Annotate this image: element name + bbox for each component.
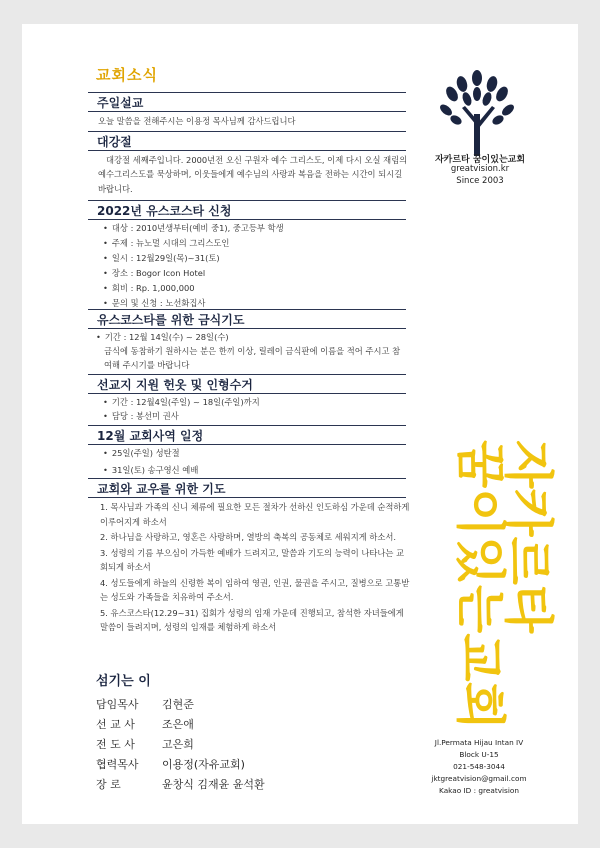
tree-logo-icon	[432, 66, 522, 166]
phone: 021-548-3044	[453, 762, 505, 771]
staff-name: 윤창식 김재윤 윤석환	[162, 778, 265, 791]
staff-role: 선 교 사	[96, 718, 135, 731]
prayer-item: 4. 성도들에게 하늘의 신령한 복이 임하여 영권, 인권, 물권을 주시고, 질병으로 고통받는 성도와 가족들을 치유하여 주소서.	[100, 577, 410, 602]
section-heading-events: 12월 교회사역 일정	[88, 425, 406, 445]
youth-item: • 주제 : 뉴노멀 시대의 그리스도인	[103, 237, 229, 249]
youth-item: • 문의 및 신청 : 노선화집사	[103, 297, 205, 309]
vertical-title-line2: 꿈이있는교회	[451, 440, 509, 730]
prayer-item: 2. 하나님을 사랑하고, 영혼은 사랑하며, 열방의 축복의 공동체로 세워지게 하소서.	[100, 532, 397, 542]
section-heading-sermon: 주일설교	[88, 92, 406, 112]
church-website: greatvision.kr	[450, 164, 510, 174]
vertical-title-line1: 자카르타	[499, 440, 557, 634]
staff-role: 담임목사	[96, 698, 139, 711]
lecture-text: 대강절 세째주입니다. 2000년전 오신 구원자 예수 그리스도, 이제 다시 오실 재림의 예수그리스도를 묵상하며, 이웃들에게 예수님의 사랑과 복음을 전하는 시간이 되시길 바랍니다.	[98, 155, 408, 194]
youth-item: • 회비 : Rp. 1,000,000	[103, 282, 195, 294]
mission-item: • 담당 : 봉선미 권사	[103, 410, 179, 422]
prayer-item: 1. 목사님과 가족의 신니 체류에 필요한 모든 절차가 선하신 인도하심 가운데 순적하게 이루어지게 하소서	[100, 502, 410, 527]
prayer-list	[100, 500, 410, 635]
staff-row	[96, 696, 194, 712]
youth-item: • 장소 : Bogor Icon Hotel	[103, 267, 205, 279]
vertical-church-title	[451, 440, 570, 730]
staff-row	[96, 736, 194, 752]
bulletin-title: 교회소식	[96, 66, 158, 84]
staff-role: 전 도 사	[96, 738, 135, 751]
section-heading-fasting: 유스코스타를 위한 금식기도	[88, 309, 406, 329]
staff-role: 장 로	[96, 778, 121, 791]
section-heading-mission: 선교지 지원 헌옷 및 인형수거	[88, 374, 406, 394]
section-heading-youth: 2022년 유스코스타 신청	[88, 200, 406, 220]
staff-name: 고은희	[162, 738, 194, 751]
event-item: • 31일(토) 송구영신 예배	[103, 464, 198, 476]
sermon-text: 오늘 말씀을 전해주시는 이용정 목사님께 감사드립니다	[98, 116, 296, 126]
prayer-item: 3. 성령의 기름 부으심이 가득한 예배가 드려지고, 말씀과 기도의 능력이 나타나는 교회되게 하소서	[100, 547, 405, 572]
staff-heading: 섬기는 이	[96, 674, 151, 689]
staff-name: 김현준	[162, 698, 194, 711]
staff-name: 조은애	[162, 718, 194, 731]
youth-item: • 대상 : 2010년생부터(예비 중1), 중고등부 학생	[103, 222, 284, 234]
youth-item: • 일시 : 12월29일(목)~31(토)	[103, 252, 220, 264]
church-name: 자카르타 꿈이있는교회	[434, 155, 526, 165]
section-heading-lecture: 대강절	[88, 131, 406, 151]
section-heading-prayer: 교회와 교우를 위한 기도	[88, 478, 406, 498]
staff-role: 협력목사	[96, 758, 139, 771]
address-line: Block U-15	[459, 750, 499, 759]
address-line: Jl.Permata Hijau Intan IV	[434, 738, 524, 747]
fasting-text: 금식에 동참하기 원하시는 분은 한끼 이상, 릴레이 금식판에 이름을 적어 주시고 참여해 주시기를 바랍니다	[104, 346, 401, 371]
prayer-item: 5. 유스코스타(12.29~31) 집회가 성령의 임재 가운데 진행되고, 참석한 자녀들에게 말씀이 들려지며, 성령의 임재를 체험하게 하소서	[100, 607, 404, 632]
fasting-period: • 기간 : 12월 14일(수) ~ 28일(수)	[96, 331, 229, 343]
email: jktgreatvision@gmail.com	[431, 774, 527, 783]
staff-row	[96, 776, 265, 792]
mission-item: • 기간 : 12월4일(주일) ~ 18일(주일)까지	[103, 396, 260, 408]
staff-name: 이용정(자유교회)	[162, 758, 245, 771]
event-item: • 25일(주일) 성탄절	[103, 447, 180, 459]
kakao-id: Kakao ID : greatvision	[439, 786, 519, 795]
staff-row	[96, 716, 194, 732]
staff-row	[96, 756, 245, 772]
church-since: Since 2003	[456, 176, 504, 186]
